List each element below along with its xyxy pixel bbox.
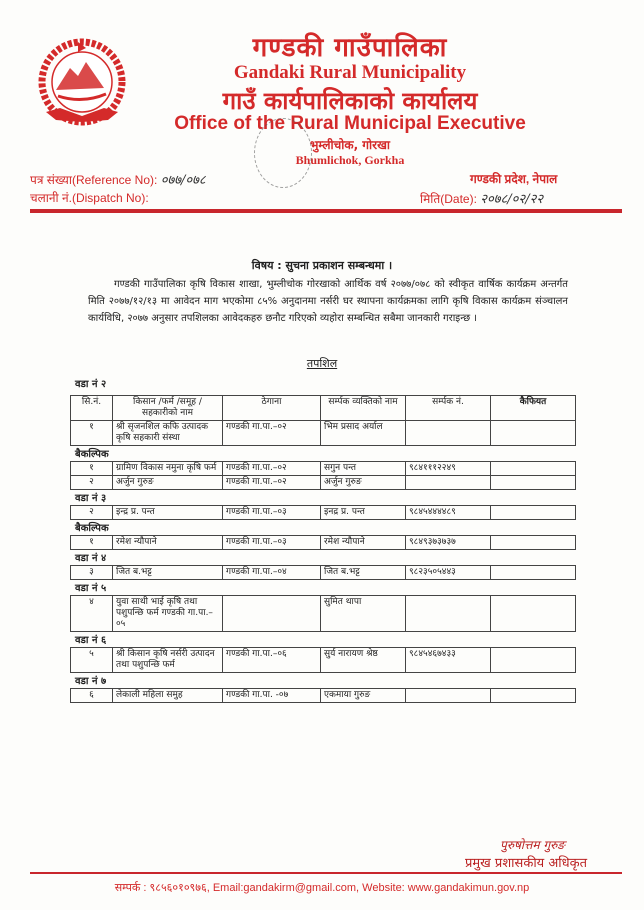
table-cell: १ <box>71 421 113 446</box>
table-cell: ५ <box>71 648 113 673</box>
table-cell: गण्डकी गा.पा.–०२ <box>223 462 321 476</box>
alternate-label: बैकल्पिक <box>75 523 109 534</box>
table-cell: ९८४५४४४४८९ <box>406 506 491 520</box>
table-row <box>71 421 576 446</box>
signature-title: प्रमुख प्रशासकीय अधिकृत <box>465 856 588 871</box>
table-cell: ९८४५४६७४३३ <box>406 648 491 673</box>
table-cell: श्री किसान कृषि नर्सरी उत्पादन तथा पशुपन्छि फर्म <box>113 648 223 673</box>
table-cell: ग्रामिण विकास नमुना कृषि फर्म <box>113 462 223 476</box>
ward-table <box>70 595 576 632</box>
office-seal-stamp <box>254 118 312 188</box>
header-divider <box>30 209 622 213</box>
table-row <box>71 648 576 673</box>
ward-table <box>70 461 576 490</box>
date <box>420 189 543 207</box>
table-cell: रमेश न्यौपाने <box>113 536 223 550</box>
table-cell: गण्डकी गा.पा.–०२ <box>223 476 321 490</box>
reference-number <box>30 170 206 188</box>
table-cell: ६ <box>71 689 113 703</box>
ward-table <box>70 535 576 550</box>
subject-line: विषय : सुचना प्रकाशन सम्बन्धमा । <box>251 259 393 272</box>
table-cell: श्री सृजनशिल कफि उत्पादक कृषि सहकारी संस्था <box>113 421 223 446</box>
table-cell: अर्जुन गुरुङ <box>113 476 223 490</box>
table-cell: भिम प्रसाद अर्याल <box>321 421 406 446</box>
table-cell: गण्डकी गा.पा.–०३ <box>223 536 321 550</box>
table-header: कैफियत <box>491 396 576 421</box>
table-cell <box>223 596 321 632</box>
table-cell <box>491 566 576 580</box>
table-header: किसान /फर्म /समूह /सहकारीको नाम <box>113 396 223 421</box>
table-cell <box>491 596 576 632</box>
table-cell: गण्डकी गा.पा. -०७ <box>223 689 321 703</box>
table-header: सर्म्पक नं. <box>406 396 491 421</box>
table-cell: एकमाया गुरुङ <box>321 689 406 703</box>
table-cell <box>406 689 491 703</box>
table-cell: गण्डकी गा.पा.–०६ <box>223 648 321 673</box>
table-cell: गण्डकी गा.पा.–०३ <box>223 506 321 520</box>
body-paragraph: गण्डकी गाउँपालिका कृषि विकास शाखा, भुम्लीचोक गोरखाको आर्थिक वर्ष २०७७/०७८ को स्वीकृत वार्षिक कार्यक्रम अन्तर्गत मिति २०७७/१२/१३ मा आवेदन माग भएकोमा ८५% अनुदानमा नर्सरी घर स्थापना कार्यक्रमका लागि कृषि विकास कार्यक्रम संञ्चालन कार्यविधि, २०७७ अनुसार तपशिलका आवेदकहरु छनौट गरिएको व्यहोरा सम्बन्धित सबैमा जानकारी गराइन्छ । <box>88 279 568 324</box>
date-value: २०७८/०२/२२ <box>480 192 544 207</box>
alternate-label: बैकल्पिक <box>75 449 109 460</box>
table-header: सर्म्पक व्यक्तिको नाम <box>321 396 406 421</box>
ward-label: वडा नं २ <box>75 379 107 390</box>
ward-label: वडा नं ७ <box>75 676 107 687</box>
table-cell: युवा साथी भाई कृषि तथा पशुपन्छि फर्म गण्डकी गा.पा.–०५ <box>113 596 223 632</box>
nepal-emblem-logo <box>38 38 126 126</box>
table-cell <box>491 689 576 703</box>
ward-table <box>70 505 576 520</box>
municipality-name-np: गण्डकी गाउँपालिका <box>252 33 448 63</box>
table-cell: जित ब.भट्ट <box>321 566 406 580</box>
table-cell: २ <box>71 476 113 490</box>
municipality-name-en: Gandaki Rural Municipality <box>233 62 467 83</box>
table-row <box>71 536 576 550</box>
table-row <box>71 566 576 580</box>
table-cell: सुर्य नारायण श्रेष्ठ <box>321 648 406 673</box>
ward-label: वडा नं ५ <box>75 583 107 594</box>
table-row <box>71 462 576 476</box>
table-cell: ३ <box>71 566 113 580</box>
table-cell: सगुन पन्त <box>321 462 406 476</box>
office-name-en: Office of the Rural Municipal Executive <box>174 113 526 134</box>
table-cell <box>491 462 576 476</box>
table-cell: १ <box>71 536 113 550</box>
table-cell <box>406 476 491 490</box>
table-cell: गण्डकी गा.पा.–०४ <box>223 566 321 580</box>
footer-contact: सम्पर्क : ९८५६०१०९७६, Email:gandakirm@gmail.com, Website: www.gandakimun.gov.np <box>114 882 530 894</box>
ward-tables <box>70 376 575 703</box>
table-cell: १ <box>71 462 113 476</box>
location-np: भुम्लीचोक, गोरखा <box>309 138 391 152</box>
table-cell: सुमित थापा <box>321 596 406 632</box>
table-cell: इनद्र प्र. पन्त <box>321 506 406 520</box>
ward-table <box>70 647 576 673</box>
footer-divider <box>30 872 622 874</box>
ward-table <box>70 565 576 580</box>
table-cell: ९८२३५०५४४३ <box>406 566 491 580</box>
ward-label: वडा नं ४ <box>75 553 107 564</box>
ward-label: वडा नं ३ <box>75 493 107 504</box>
table-cell: लेकाली महिला समुह <box>113 689 223 703</box>
table-cell <box>491 506 576 520</box>
table-cell <box>406 421 491 446</box>
ward-label: वडा नं ६ <box>75 635 107 646</box>
table-cell: ९८४९३७३७३७ <box>406 536 491 550</box>
table-cell: २ <box>71 506 113 520</box>
table-cell: जित ब.भट्ट <box>113 566 223 580</box>
signature-name: पुरुषोत्तम गुरुङ <box>500 838 565 852</box>
ward-table <box>70 688 576 703</box>
date-label: मिति(Date): <box>420 192 477 206</box>
table-row <box>71 476 576 490</box>
table-cell: गण्डकी गा.पा.–०२ <box>223 421 321 446</box>
table-cell: रमेश न्यौपाने <box>321 536 406 550</box>
table-cell: इन्द्र प्र. पन्त <box>113 506 223 520</box>
table-header: ठेगाना <box>223 396 321 421</box>
office-name-np: गाउँ कार्यपालिकाको कार्यालय <box>222 87 478 115</box>
table-cell: ९८४१११२२४९ <box>406 462 491 476</box>
table-cell <box>491 421 576 446</box>
reference-value: ०७७/०७८ <box>160 173 206 188</box>
table-row <box>71 596 576 632</box>
table-row <box>71 506 576 520</box>
table-row <box>71 689 576 703</box>
dispatch-label: चलानी नं.(Dispatch No): <box>30 191 149 205</box>
table-cell <box>491 648 576 673</box>
details-heading: तपशिल <box>306 357 338 370</box>
reference-label: पत्र संख्या(Reference No): <box>30 173 158 187</box>
table-cell <box>491 536 576 550</box>
ward-table <box>70 395 576 446</box>
table-cell: ४ <box>71 596 113 632</box>
table-header-row <box>71 396 576 421</box>
province-label: गण्डकी प्रदेश, नेपाल <box>470 172 558 186</box>
table-header: सि.नं. <box>71 396 113 421</box>
location-en: Bhumlichok, Gorkha <box>295 153 405 167</box>
table-cell <box>491 476 576 490</box>
table-cell <box>406 596 491 632</box>
table-cell: अर्जुन गुरुङ <box>321 476 406 490</box>
